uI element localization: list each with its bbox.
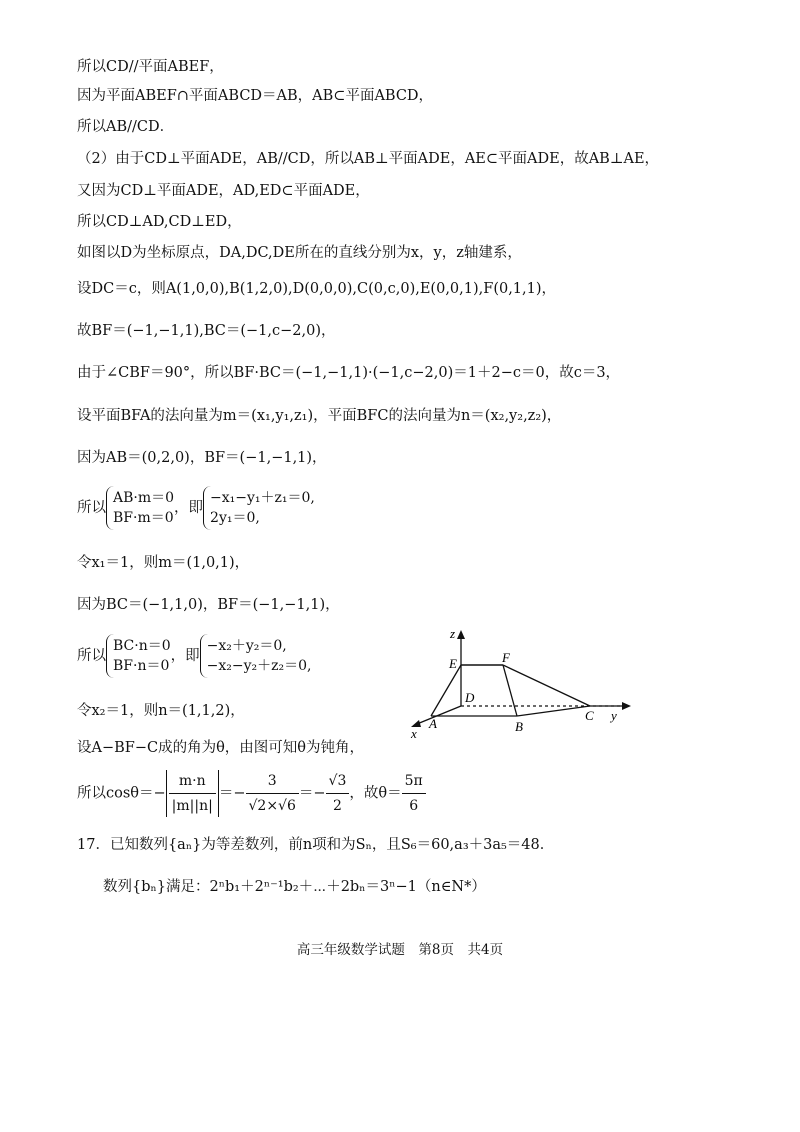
edge-FC <box>503 665 590 706</box>
page-footer: 高三年级数学试题 第8页 共4页 <box>296 942 504 958</box>
l16-system-2 <box>200 634 312 678</box>
z-axis-arrow <box>457 630 465 639</box>
text-line-3: 所以AB//CD． <box>77 119 175 135</box>
text-line-7: 如图以D为坐标原点，DA,DC,DE所在的直线分别为x，y，z轴建系， <box>77 245 522 261</box>
l19-eq1: ＝− <box>218 785 246 802</box>
label-y: y <box>611 708 617 723</box>
fraction-4-num: 5π <box>402 770 426 794</box>
text-line-16 <box>77 634 311 678</box>
text-line-15: 因为BC＝(−1,1,0)，BF＝(−1,−1,1)， <box>77 597 340 613</box>
l19-mid: ，故θ＝ <box>349 785 402 802</box>
label-D: D <box>465 690 475 705</box>
text-line-14: 令x₁＝1，则m＝(1,0,1)， <box>77 555 250 571</box>
text-line-8: 设DC＝c，则A(1,0,0),B(1,2,0),D(0,0,0),C(0,c,0),E(0,0,1),F(0,1,1)， <box>77 281 557 297</box>
text-line-21: 数列{bₙ}满足：2ⁿb₁＋2ⁿ⁻¹b₂＋⋯＋2bₙ＝3ⁿ−1（n∈N*） <box>103 879 486 895</box>
label-C: C <box>585 708 594 723</box>
l13-system-1 <box>106 486 174 530</box>
text-line-10: 由于∠CBF＝90°，所以BF·BC＝(−1,−1,1)·(−1,c−2,0)＝1＋2−c＝0，故c＝3， <box>77 365 621 381</box>
l13-sys2-row-a: −x₁−y₁＋z₁＝0, <box>210 490 315 506</box>
l16-sys1-row-b: BF·n＝0 <box>113 658 170 674</box>
label-A: A <box>429 716 437 731</box>
text-line-1: 所以CD//平面ABEF， <box>77 59 224 75</box>
text-line-2: 因为平面ABEF∩平面ABCD＝AB，AB⊂平面ABCD， <box>77 88 434 104</box>
l19-prefix: 所以cosθ＝− <box>77 785 166 802</box>
l16-prefix: 所以 <box>77 648 106 664</box>
text-line-17: 令x₂＝1，则n＝(1,1,2)， <box>77 703 245 719</box>
fraction-3 <box>326 770 350 817</box>
fraction-4 <box>402 770 426 817</box>
l13-sys2-row-b: 2y₁＝0, <box>210 510 260 526</box>
fraction-abs-num: m·n <box>169 770 216 794</box>
text-line-6: 所以CD⊥AD,CD⊥ED， <box>77 214 242 230</box>
l13-mid: ，即 <box>174 500 204 516</box>
edge-FB <box>503 665 517 716</box>
l13-system-2 <box>203 486 315 530</box>
l13-sys1-row-a: AB·m＝0 <box>113 490 175 506</box>
text-line-20: 17．已知数列{aₙ}为等差数列，前n项和为Sₙ，且S₆＝60,a₃＋3a₅＝48． <box>77 837 555 853</box>
label-z: z <box>450 628 456 641</box>
fraction-4-den: 6 <box>409 798 419 814</box>
label-B: B <box>515 719 523 734</box>
fraction-2 <box>246 770 299 817</box>
l16-system-1 <box>106 634 171 678</box>
l13-sys1-row-b: BF·m＝0 <box>113 510 174 526</box>
text-line-9: 故BF＝(−1,−1,1),BC＝(−1,c−2,0)， <box>77 323 336 339</box>
label-x: x <box>411 726 417 738</box>
text-line-11: 设平面BFA的法向量为m＝(x₁,y₁,z₁)，平面BFC的法向量为n＝(x₂,y₂,z₂)， <box>77 408 562 424</box>
l16-sys2-row-b: −x₂−y₂＋z₂＝0, <box>206 658 312 674</box>
l13-prefix: 所以 <box>77 500 106 516</box>
label-F: F <box>502 650 510 665</box>
l16-mid: ，即 <box>170 648 200 664</box>
fraction-3-den: 2 <box>333 798 342 814</box>
l16-sys2-row-a: −x₂＋y₂＝0, <box>206 638 287 654</box>
label-E: E <box>449 656 457 671</box>
text-line-12: 因为AB＝(0,2,0)，BF＝(−1,−1,1)， <box>77 450 327 466</box>
l16-sys1-row-a: BC·n＝0 <box>113 638 171 654</box>
edge-BC <box>517 706 590 716</box>
fraction-2-num: 3 <box>246 770 299 794</box>
text-line-4: （2）由于CD⊥平面ADE，AB//CD，所以AB⊥平面ADE，AE⊂平面ADE，故AB⊥AE， <box>77 151 660 167</box>
y-axis-arrow <box>622 702 631 710</box>
text-line-13 <box>77 486 315 530</box>
fraction-abs-den: |m||n| <box>171 798 213 814</box>
fraction-3-num: √3 <box>326 770 350 794</box>
text-line-5: 又因为CD⊥平面ADE，AD,ED⊂平面ADE， <box>77 183 370 199</box>
x-axis <box>417 706 461 724</box>
fraction-abs <box>166 770 219 817</box>
l19-eq2: ＝− <box>298 785 326 802</box>
fraction-2-den: √2×√6 <box>248 798 296 814</box>
text-line-18: 设A−BF−C成的角为θ，由图可知θ为钝角， <box>77 740 365 756</box>
geometry-figure <box>405 628 640 738</box>
text-line-19 <box>77 770 426 817</box>
